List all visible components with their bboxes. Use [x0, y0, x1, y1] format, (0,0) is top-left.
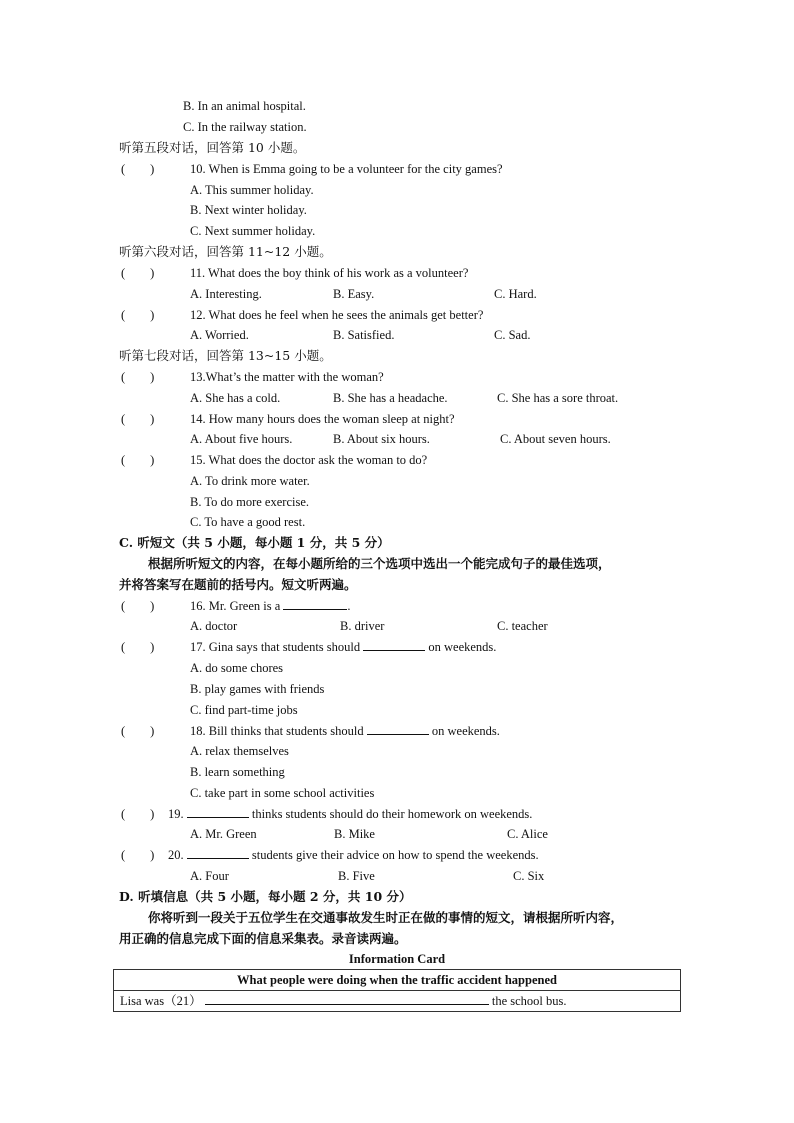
table-cell — [114, 991, 681, 1012]
question-stem: 16. Mr. Green is a — [190, 599, 281, 613]
question-stem: 20. — [168, 848, 184, 862]
question-text — [168, 806, 532, 822]
option-text: A. do some chores — [190, 661, 284, 675]
information-card-table — [113, 969, 681, 1012]
option-text: C. Next summer holiday. — [190, 224, 316, 238]
answer-bracket: ( ) — [121, 640, 155, 654]
question-tail: thinks students should do their homework on weekends. — [251, 807, 533, 821]
answer-blank[interactable] — [367, 723, 429, 735]
question-stem: 17. Gina says that students should — [190, 640, 361, 654]
section-title: C. 听短文（共 5 小题，每小题 1 分，共 5 分） — [119, 535, 390, 550]
option-text: A. She has a cold. — [190, 391, 281, 405]
option-text: B. Easy. — [333, 287, 375, 301]
question-stem: 19. — [168, 807, 184, 821]
option-text: C. Alice — [507, 827, 548, 841]
section-heading: 听第五段对话，回答第 10 小题。 — [119, 140, 306, 155]
question-tail: on weekends. — [428, 640, 497, 654]
option-text: A. Four — [190, 869, 229, 883]
question-text: 14. How many hours does the woman sleep at night? — [190, 412, 455, 426]
option-text: C. Sad. — [494, 328, 531, 342]
option-text: B. learn something — [190, 765, 285, 779]
option-text: B. Mike — [334, 827, 375, 841]
answer-bracket: ( ) — [121, 162, 155, 176]
question-text: 11. What does the boy think of his work as a volunteer? — [190, 266, 469, 280]
answer-bracket: ( ) — [121, 266, 155, 280]
answer-blank[interactable] — [187, 806, 249, 818]
question-stem: 18. Bill thinks that students should — [190, 724, 364, 738]
option-text: C. find part-time jobs — [190, 703, 298, 717]
row-prefix: Lisa was（21） — [120, 994, 202, 1008]
answer-bracket: ( ) — [121, 599, 155, 613]
option-text: C. In the railway station. — [183, 120, 307, 134]
option-text: C. Hard. — [494, 287, 537, 301]
option-text: A. Interesting. — [190, 287, 262, 301]
option-text: C. She has a sore throat. — [497, 391, 619, 405]
option-text: C. Six — [513, 869, 545, 883]
question-text: 10. When is Emma going to be a volunteer for the city games? — [190, 162, 503, 176]
option-text: C. To have a good rest. — [190, 515, 306, 529]
table-header-row — [114, 970, 681, 991]
answer-blank[interactable] — [363, 639, 425, 651]
option-text: C. About seven hours. — [500, 432, 611, 446]
question-text: 15. What does the doctor ask the woman to do? — [190, 453, 428, 467]
answer-bracket: ( ) — [121, 412, 155, 426]
option-text: B. To do more exercise. — [190, 495, 310, 509]
question-text — [190, 723, 500, 739]
option-text: B. Five — [338, 869, 375, 883]
option-text: C. take part in some school activities — [190, 786, 375, 800]
option-text: A. This summer holiday. — [190, 183, 314, 197]
table-header: What people were doing when the traffic accident happened — [114, 970, 681, 991]
option-text: B. In an animal hospital. — [183, 99, 306, 113]
section-instructions: 根据所听短文的内容，在每小题所给的三个选项中选出一个能完成句子的最佳选项， — [148, 556, 611, 571]
answer-bracket: ( ) — [121, 370, 155, 384]
option-text: B. play games with friends — [190, 682, 325, 696]
option-text: A. Worried. — [190, 328, 249, 342]
section-heading: 听第六段对话，回答第 11~12 小题。 — [119, 244, 332, 259]
question-text — [168, 847, 539, 863]
option-text: A. doctor — [190, 619, 238, 633]
option-text: A. About five hours. — [190, 432, 293, 446]
option-text: A. relax themselves — [190, 744, 289, 758]
question-text: 13.What’s the matter with the woman? — [190, 370, 384, 384]
answer-bracket: ( ) — [121, 848, 155, 862]
answer-blank[interactable] — [205, 993, 489, 1005]
option-text: B. driver — [340, 619, 385, 633]
option-text: B. Next winter holiday. — [190, 203, 307, 217]
option-text: B. She has a headache. — [333, 391, 448, 405]
answer-bracket: ( ) — [121, 724, 155, 738]
answer-blank[interactable] — [283, 598, 347, 610]
option-text: B. About six hours. — [333, 432, 430, 446]
question-text: 12. What does he feel when he sees the animals get better? — [190, 308, 484, 322]
option-text: A. Mr. Green — [190, 827, 257, 841]
table-row — [114, 991, 681, 1012]
option-text: B. Satisfied. — [333, 328, 395, 342]
question-text — [190, 639, 496, 655]
question-tail: on weekends. — [431, 724, 500, 738]
section-heading: 听第七段对话，回答第 13~15 小题。 — [119, 348, 332, 363]
card-title: Information Card — [348, 952, 446, 966]
option-text: A. To drink more water. — [190, 474, 310, 488]
option-text: C. teacher — [497, 619, 548, 633]
question-text — [190, 598, 351, 614]
question-tail: . — [347, 599, 351, 613]
section-instructions: 用正确的信息完成下面的信息采集表。录音读两遍。 — [119, 931, 407, 946]
row-suffix: the school bus. — [491, 994, 567, 1008]
section-title: D. 听填信息（共 5 小题，每小题 2 分，共 10 分） — [119, 889, 412, 904]
answer-bracket: ( ) — [121, 807, 155, 821]
section-instructions: 你将听到一段关于五位学生在交通事故发生时正在做的事情的短文，请根据所听内容， — [148, 910, 624, 925]
answer-bracket: ( ) — [121, 308, 155, 322]
answer-blank[interactable] — [187, 847, 249, 859]
section-instructions: 并将答案写在题前的括号内。短文听两遍。 — [119, 577, 357, 592]
answer-bracket: ( ) — [121, 453, 155, 467]
question-tail: students give their advice on how to spend the weekends. — [251, 848, 539, 862]
